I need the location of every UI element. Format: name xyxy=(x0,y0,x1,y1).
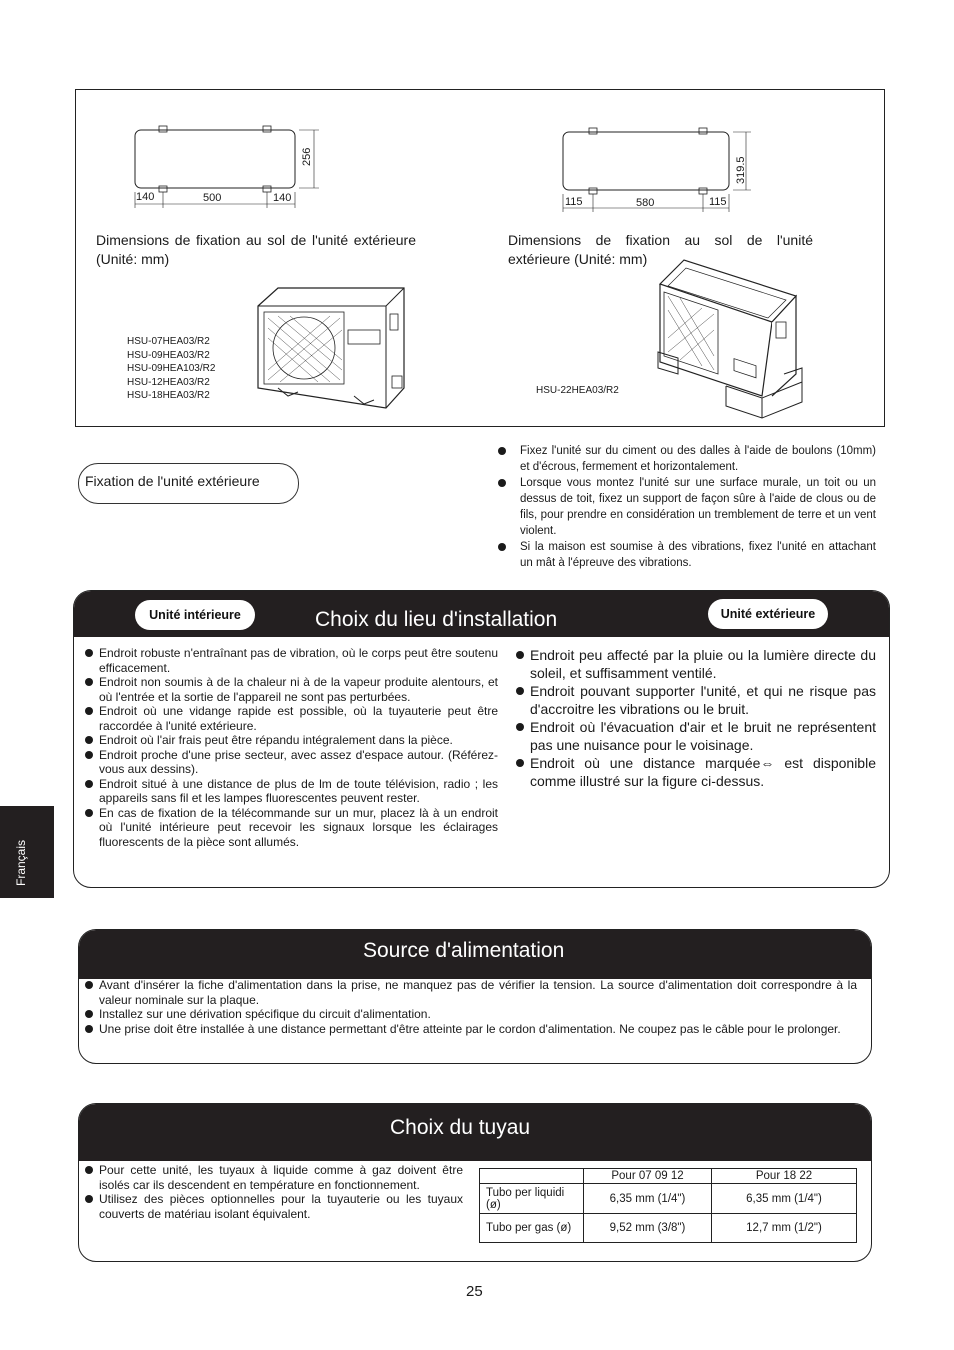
list-item-text: est disponible comme illustré sur la figure ci-dessus. xyxy=(530,755,876,789)
table-cell: 6,35 mm (1/4") xyxy=(584,1184,712,1214)
table-cell: Tubo per liquidi (ø) xyxy=(480,1184,584,1214)
outdoor-unit-illustration-small xyxy=(254,284,414,414)
pipe-title: Choix du tuyau xyxy=(390,1116,531,1139)
outdoor-requirements-list xyxy=(516,646,876,790)
fixation-title: Fixation de l'unité extérieure xyxy=(78,463,299,504)
page-number: 25 xyxy=(466,1283,483,1300)
list-item: Endroit où l'air frais peut être répandu intégralement dans la pièce. xyxy=(85,733,498,748)
table-row xyxy=(480,1184,857,1214)
table-cell: 9,52 mm (3/8") xyxy=(584,1214,712,1243)
list-item: Avant d'insérer la fiche d'alimentation dans la prise, ne manquez pas de vérifier la tension. La source d'alimentation doit correspondre à la valeur nominale sur la plaque. xyxy=(85,978,857,1007)
list-item: Endroit où une vidange rapide est possible, où la tuyauterie peut être raccordée à l'unité extérieure. xyxy=(85,704,498,733)
indoor-requirements-list xyxy=(85,646,498,849)
installation-title: Choix du lieu d'installation xyxy=(315,608,558,631)
dim-right: 140 xyxy=(273,192,292,204)
dim-mid: 500 xyxy=(203,192,222,204)
list-item: Utilisez des pièces optionnelles pour la tuyauterie ou les tuyaux couverts de matériau isolant équivalent. xyxy=(85,1192,463,1221)
pipe-list xyxy=(85,1163,463,1221)
tag-indoor-unit: Unité intérieure xyxy=(135,600,255,630)
list-item: Endroit situé à une distance de plus de lm de toute télévision, radio ; les appareils sans fil et les lampes fluorescentes peuvent rester. xyxy=(85,777,498,806)
dim-height: 256 xyxy=(301,147,313,166)
list-item: Endroit non soumis à de la chaleur ni à de la vapeur produite alentours, et où l'entrée et la sortie de l'appareil ne sont pas perturbées. xyxy=(85,675,498,704)
list-item: Pour cette unité, les tuyaux à liquide comme à gaz doivent être isolés car ils descendent en température en fonctionnement. xyxy=(85,1163,463,1192)
language-tab xyxy=(0,806,54,898)
list-item: Si la maison est soumise à des vibrations, fixez l'unité en attachant un mât à l'épreuve des vibrations. xyxy=(498,539,876,571)
dim-left: 140 xyxy=(136,191,155,203)
table-header-cell xyxy=(480,1169,584,1184)
table-header-cell: Pour 07 09 12 xyxy=(584,1169,712,1184)
model-right: HSU-22HEA03/R2 xyxy=(536,385,619,396)
dimension-drawing-small xyxy=(125,120,325,210)
model-item: HSU-09HEA103/R2 xyxy=(127,363,216,374)
dim-mid-large: 580 xyxy=(636,197,655,209)
list-item: Endroit robuste n'entraînant pas de vibration, où le corps peut être soutenu efficacement. xyxy=(85,646,498,675)
table-header-cell: Pour 18 22 xyxy=(712,1169,857,1184)
list-item: Endroit où l'évacuation d'air et le bruit ne représentent pas une nuisance pour le voisinage. xyxy=(516,718,876,754)
list-item: En cas de fixation de la télécommande sur un mur, placez là à un endroit où l'unité intérieure peut recevoir les signaux lorsque les éclairages fluorescents de la pièce sont allumés. xyxy=(85,806,498,850)
list-item: Une prise doit être installée à une distance permettant d'être atteinte par le cordon d'alimentation. Ne coupez pas le câble pour le prolonger. xyxy=(85,1022,857,1037)
table-row xyxy=(480,1214,857,1243)
dim-left-large: 115 xyxy=(565,196,583,208)
dim-right-large: 115 xyxy=(709,196,727,208)
caption-right: Dimensions de fixation au sol de l'unité extérieure (Unité: mm) xyxy=(508,232,813,267)
model-item: HSU-18HEA03/R2 xyxy=(127,390,210,401)
table-header-row xyxy=(480,1169,857,1184)
table-cell: 12,7 mm (1/2") xyxy=(712,1214,857,1243)
pipe-table xyxy=(479,1168,857,1243)
language-label: Français xyxy=(14,839,28,886)
power-source-title: Source d'alimentation xyxy=(363,939,565,962)
model-list-left xyxy=(127,335,215,403)
list-item: Lorsque vous montez l'unité sur une surface murale, un toit ou un dessus de toit, fixez un support de façon sûre à l'aide de clous ou de fils, pour prendre en considération un tremblement de terre et un vent violent. xyxy=(498,475,876,539)
model-item: HSU-07HEA03/R2 xyxy=(127,336,210,347)
list-item: Endroit pouvant supporter l'unité, et qui ne risque pas d'accroitre les vibrations ou le bruit. xyxy=(516,682,876,718)
fixation-list xyxy=(498,443,876,571)
list-item: Installez sur une dérivation spécifique du circuit d'alimentation. xyxy=(85,1007,857,1022)
list-item-text: Endroit où une distance marquée xyxy=(530,755,761,771)
power-source-list xyxy=(85,978,857,1036)
model-item: HSU-09HEA03/R2 xyxy=(127,349,210,361)
list-item: Endroit peu affecté par la pluie ou la lumière directe du soleil, et suffisamment ventilé. xyxy=(516,646,876,682)
outdoor-unit-illustration-large xyxy=(652,256,804,420)
list-item xyxy=(516,754,876,790)
list-item: Fixez l'unité sur du ciment ou des dalles à l'aide de boulons (10mm) et d'écrous, fermement et horizontalement. xyxy=(498,443,876,475)
caption-left: Dimensions de fixation au sol de l'unité extérieure (Unité: mm) xyxy=(96,232,416,267)
table-cell: 6,35 mm (1/4") xyxy=(712,1184,857,1214)
list-item: Endroit proche d'une prise secteur, avec assez d'espace autour. (Référez-vous aux dessins). xyxy=(85,748,498,777)
model-item: HSU-12HEA03/R2 xyxy=(127,376,210,388)
tag-outdoor-unit: Unité extérieure xyxy=(708,599,828,629)
dim-height-large: 319.5 xyxy=(735,156,747,184)
double-arrow-icon: ⇔ xyxy=(760,755,775,771)
table-cell: Tubo per gas (ø) xyxy=(480,1214,584,1243)
